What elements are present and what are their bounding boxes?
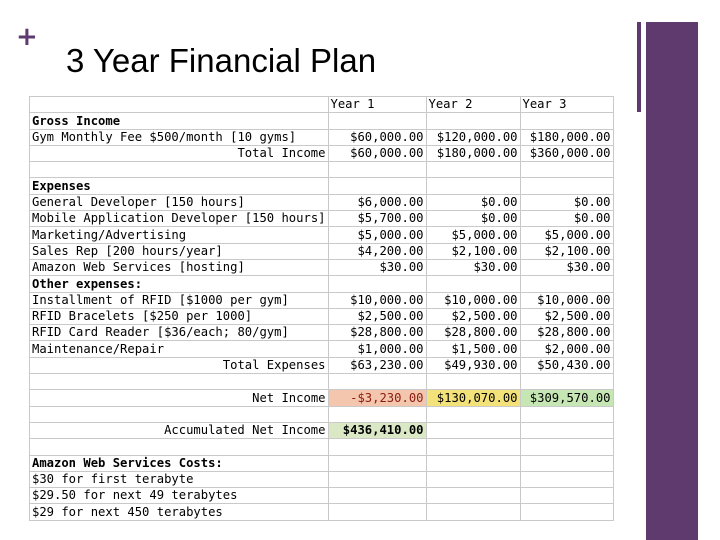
net-income-year-2: $130,070.00 [426,390,520,406]
aws-cost-line: $30 for first terabyte [30,471,329,487]
expenses-section-row [30,178,614,194]
year-1-value: $4,200.00 [328,243,426,259]
year-3-value: $30.00 [520,259,613,275]
accumulated-net-income-row [30,422,614,438]
table-row [30,211,614,227]
table-row [30,308,614,324]
slide-title: 3 Year Financial Plan [66,42,377,79]
net-income-year-1: -$3,230.00 [328,390,426,406]
other-expenses-section-row [30,276,614,292]
year-2-value: $0.00 [426,211,520,227]
header-row [30,97,614,113]
spacer-row [30,439,614,455]
net-income-row [30,390,614,406]
year-3-value: $2,000.00 [520,341,613,357]
table-row [30,129,614,145]
spacer-row [30,374,614,390]
header-year-2: Year 2 [426,97,520,113]
net-income-label: Net Income [30,390,329,406]
table-row [30,292,614,308]
financial-plan-table [29,96,614,521]
net-income-year-3: $309,570.00 [520,390,613,406]
year-1-value: $5,700.00 [328,211,426,227]
year-2-value: $2,100.00 [426,243,520,259]
year-1-value: $10,000.00 [328,292,426,308]
table-row [30,259,614,275]
total-expenses-year-1: $63,230.00 [328,357,426,373]
spacer-row [30,162,614,178]
year-1-value: $30.00 [328,259,426,275]
expenses-label: Expenses [30,178,329,194]
accumulated-net-income-value: $436,410.00 [328,422,426,438]
total-expenses-label: Total Expenses [30,357,329,373]
header-blank-cell [30,97,329,113]
year-3-value: $180,000.00 [520,129,613,145]
accumulated-net-income-label: Accumulated Net Income [30,422,329,438]
row-label: Sales Rep [200 hours/year] [30,243,329,259]
aws-costs-label: Amazon Web Services Costs: [30,455,329,471]
gross-income-label: Gross Income [30,113,329,129]
row-label: General Developer [150 hours] [30,194,329,210]
year-3-value: $10,000.00 [520,292,613,308]
total-expenses-row [30,357,614,373]
total-income-year-1: $60,000.00 [328,145,426,161]
year-1-value: $1,000.00 [328,341,426,357]
year-3-value: $2,100.00 [520,243,613,259]
row-label: RFID Card Reader [$36/each; 80/gym] [30,325,329,341]
aws-costs-section-row [30,455,614,471]
year-1-value: $2,500.00 [328,308,426,324]
year-2-value: $1,500.00 [426,341,520,357]
year-2-value: $0.00 [426,194,520,210]
spacer-row [30,406,614,422]
year-1-value: $5,000.00 [328,227,426,243]
table-row [30,194,614,210]
total-income-row [30,145,614,161]
table-row [30,504,614,520]
year-3-value: $5,000.00 [520,227,613,243]
other-expenses-label: Other expenses: [30,276,329,292]
row-label: Maintenance/Repair [30,341,329,357]
decorative-accent-bar [646,22,698,540]
row-label: Amazon Web Services [hosting] [30,259,329,275]
year-3-value: $0.00 [520,211,613,227]
total-expenses-year-3: $50,430.00 [520,357,613,373]
year-3-value: $0.00 [520,194,613,210]
total-income-label: Total Income [30,145,329,161]
total-expenses-year-2: $49,930.00 [426,357,520,373]
total-income-year-3: $360,000.00 [520,145,613,161]
year-1-value: $28,800.00 [328,325,426,341]
year-2-value: $2,500.00 [426,308,520,324]
row-label: Marketing/Advertising [30,227,329,243]
year-1-value: $6,000.00 [328,194,426,210]
year-3-value: $28,800.00 [520,325,613,341]
table-row [30,243,614,259]
year-3-value: $2,500.00 [520,308,613,324]
aws-cost-line: $29 for next 450 terabytes [30,504,329,520]
row-label: Gym Monthly Fee $500/month [10 gyms] [30,129,329,145]
table-row [30,471,614,487]
year-2-value: $30.00 [426,259,520,275]
year-2-value: $28,800.00 [426,325,520,341]
gross-income-section-row [30,113,614,129]
decorative-accent-line [637,22,641,112]
table-row [30,227,614,243]
year-2-value: $5,000.00 [426,227,520,243]
table-row [30,488,614,504]
header-year-3: Year 3 [520,97,613,113]
plus-icon: + [16,22,38,52]
row-label: RFID Bracelets [$250 per 1000] [30,308,329,324]
row-label: Mobile Application Developer [150 hours] [30,211,329,227]
table-row [30,341,614,357]
total-income-year-2: $180,000.00 [426,145,520,161]
row-label: Installment of RFID [$1000 per gym] [30,292,329,308]
year-2-value: $10,000.00 [426,292,520,308]
aws-cost-line: $29.50 for next 49 terabytes [30,488,329,504]
header-year-1: Year 1 [328,97,426,113]
table-row [30,325,614,341]
year-1-value: $60,000.00 [328,129,426,145]
year-2-value: $120,000.00 [426,129,520,145]
